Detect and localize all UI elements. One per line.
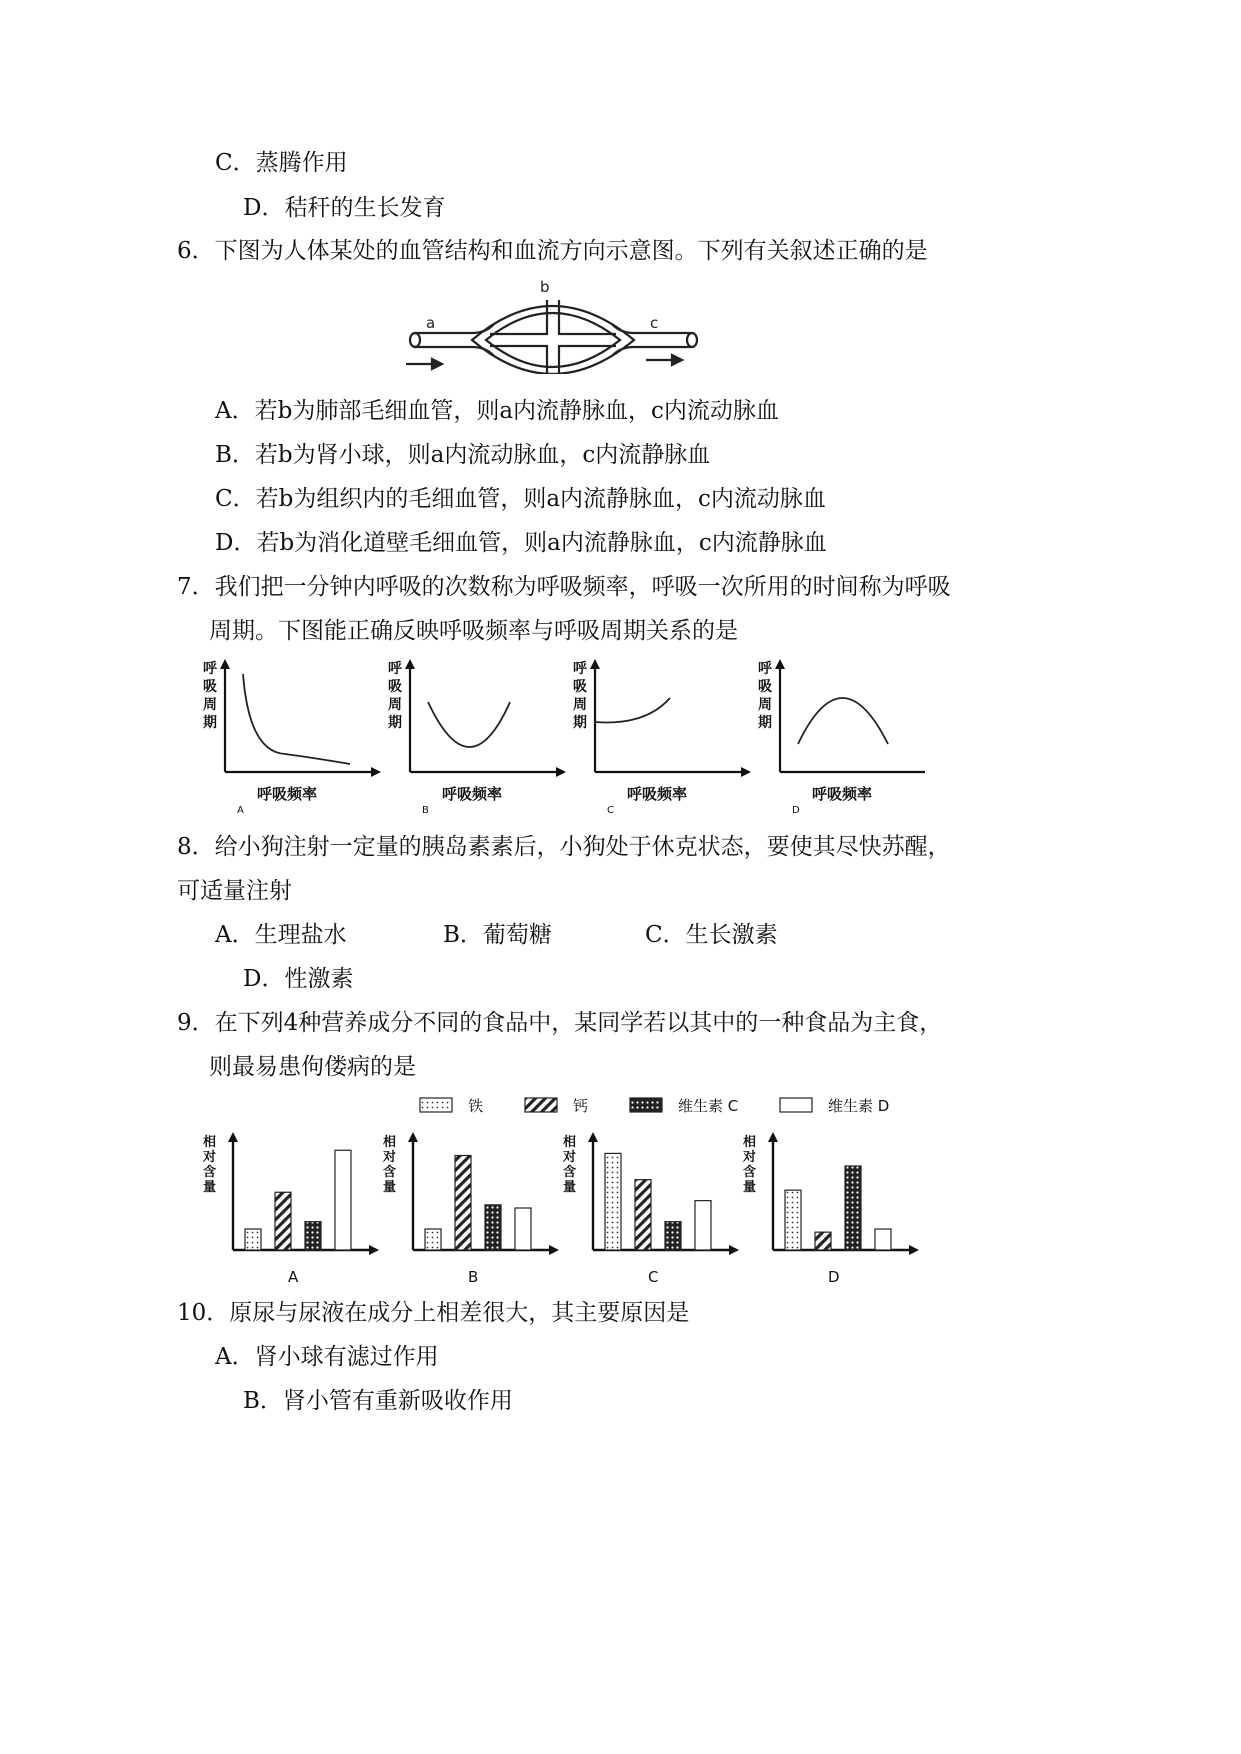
bar-x-arrow: [369, 1245, 379, 1255]
bar-A-vitd: [335, 1150, 351, 1250]
graph-y-label-char: 期: [388, 715, 402, 731]
legend-item-vitc: [630, 1097, 738, 1115]
legend-label-vitc: 维生素 C: [678, 1097, 739, 1115]
bar-C-calcium: [635, 1180, 651, 1250]
legend-swatch-iron: [420, 1098, 452, 1112]
bar-A-vitc: [305, 1222, 321, 1250]
graph-x-label: 呼吸频率: [257, 785, 318, 803]
bar-y-label-char: 含: [203, 1165, 217, 1180]
bar-y-label-char: 量: [203, 1180, 217, 1195]
bar-y-label-char: 对: [563, 1150, 577, 1165]
bar-x-arrow: [909, 1245, 919, 1255]
bar-y-label-char: 含: [383, 1165, 397, 1180]
bar-y-label-char: 含: [743, 1165, 757, 1180]
q10-option-b: B．肾小管有重新吸收作用: [243, 1388, 513, 1414]
bar-y-label-char: 相: [743, 1135, 757, 1150]
graph-y-label-char: 呼: [388, 661, 402, 677]
graph-x-label: 呼吸频率: [627, 785, 688, 803]
bar-x-arrow: [729, 1245, 739, 1255]
graph-y-arrow: [590, 659, 600, 669]
bar-chart-letter-A: A: [288, 1268, 299, 1286]
bar-B-vitc: [485, 1205, 501, 1250]
bar-y-label-char: 相: [563, 1135, 577, 1150]
q8-option-c: C．生长激素: [645, 922, 778, 948]
breathing-graph-B: [388, 659, 566, 815]
q5-option-c: C．蒸腾作用: [215, 150, 348, 176]
legend-swatch-calcium: [525, 1098, 557, 1112]
legend-item-calcium: [525, 1097, 588, 1115]
q6-stem: 6．下图为人体某处的血管结构和血流方向示意图。下列有关叙述正确的是: [177, 238, 928, 264]
graph-y-label-char: 呼: [573, 661, 587, 677]
graph-y-label-char: 期: [758, 715, 772, 731]
q6-option-a: A．若b为肺部毛细血管，则a内流静脉血，c内流动脉血: [215, 398, 779, 424]
graph-x-arrow: [556, 767, 566, 777]
legend-label-vitd: 维生素 D: [828, 1097, 890, 1115]
q8-option-d: D．性激素: [243, 966, 354, 992]
bar-B-iron: [425, 1229, 441, 1250]
graph-curve-B: [428, 702, 510, 747]
q10-stem: 10．原尿与尿液在成分上相差很大，其主要原因是: [177, 1300, 690, 1326]
q8-stem-line1: 8．给小狗注射一定量的胰岛素素后，小狗处于休克状态，要使其尽快苏醒，: [177, 834, 951, 860]
graph-letter-D: D: [792, 805, 800, 815]
q7-stem-line2: 周期。下图能正确反映呼吸频率与呼吸周期关系的是: [209, 618, 738, 644]
bar-D-iron: [785, 1190, 801, 1250]
graph-x-label: 呼吸频率: [442, 785, 503, 803]
legend-label-iron: 铁: [468, 1097, 484, 1115]
bar-chart-letter-D: D: [828, 1268, 840, 1286]
bar-B-calcium: [455, 1156, 471, 1251]
bar-y-label-char: 含: [563, 1165, 577, 1180]
vessel-label-c: c: [650, 314, 659, 332]
graph-y-arrow: [775, 659, 785, 669]
graph-x-label: 呼吸频率: [812, 785, 873, 803]
graph-curve-C: [595, 698, 670, 723]
graph-y-label-char: 期: [573, 715, 587, 731]
graph-y-label-char: 吸: [573, 679, 587, 695]
graph-letter-C: C: [607, 805, 614, 815]
graph-y-arrow: [405, 659, 415, 669]
graph-curve-A: [243, 674, 350, 764]
graph-y-label-char: 周: [203, 697, 217, 713]
graph-y-arrow: [220, 659, 230, 669]
bar-y-arrow: [228, 1132, 238, 1142]
bar-y-arrow: [768, 1132, 778, 1142]
bar-chart-D: [742, 1132, 919, 1286]
graph-y-label-char: 呼: [203, 661, 217, 677]
bar-y-arrow: [588, 1132, 598, 1142]
bar-y-label-char: 对: [383, 1150, 397, 1165]
q8-option-a: A．生理盐水: [215, 922, 347, 948]
bar-C-iron: [605, 1153, 621, 1250]
vessel-label-a: a: [426, 314, 436, 332]
graph-y-label-char: 周: [573, 697, 587, 713]
q7-stem-line1: 7．我们把一分钟内呼吸的次数称为呼吸频率，呼吸一次所用的时间称为呼吸: [177, 574, 951, 600]
q6-option-d: D．若b为消化道壁毛细血管，则a内流静脉血，c内流静脉血: [215, 530, 827, 556]
bar-y-label-char: 量: [383, 1180, 397, 1195]
bar-y-label-char: 对: [203, 1150, 217, 1165]
legend-swatch-vitc: [630, 1098, 662, 1112]
graph-y-label-char: 吸: [203, 679, 217, 695]
graph-y-label-char: 吸: [388, 679, 402, 695]
bar-y-label-char: 对: [743, 1150, 757, 1165]
bar-y-label-char: 量: [563, 1180, 577, 1195]
vessel-label-b: b: [540, 278, 550, 296]
q10-option-a: A．肾小球有滤过作用: [215, 1344, 439, 1370]
q8-stem-line2: 可适量注射: [177, 878, 292, 904]
bar-chart-A: [202, 1132, 379, 1286]
bar-B-vitd: [515, 1208, 531, 1250]
breathing-graph-A: [203, 659, 381, 815]
blood-vessel-diagram: [402, 276, 704, 374]
q9-stem-line1: 9．在下列4种营养成分不同的食品中，某同学若以其中的一种食品为主食，: [177, 1010, 943, 1036]
breathing-graph-D: [758, 659, 925, 815]
bar-y-arrow: [408, 1132, 418, 1142]
graph-y-label-char: 期: [203, 715, 217, 731]
legend-label-calcium: 钙: [573, 1097, 589, 1115]
bar-chart-letter-C: C: [648, 1268, 659, 1286]
bar-C-vitd: [695, 1201, 711, 1250]
breathing-graph-C: [573, 659, 751, 815]
graph-y-label-char: 周: [388, 697, 402, 713]
q6-option-c: C．若b为组织内的毛细血管，则a内流静脉血，c内流动脉血: [215, 486, 826, 512]
q9-stem-line2: 则最易患佝偻病的是: [209, 1054, 416, 1080]
legend-item-iron: [420, 1097, 483, 1115]
nutrient-bar-charts: [195, 1090, 925, 1290]
bar-y-label-char: 相: [203, 1135, 217, 1150]
bar-D-vitc: [845, 1166, 861, 1250]
q5-option-d: D．秸秆的生长发育: [243, 195, 446, 221]
bar-D-calcium: [815, 1232, 831, 1250]
graph-y-label-char: 周: [758, 697, 772, 713]
graph-letter-B: B: [422, 805, 429, 815]
bar-A-iron: [245, 1229, 261, 1250]
q6-option-b: B．若b为肾小球，则a内流动脉血，c内流静脉血: [215, 442, 711, 468]
graph-letter-A: A: [237, 805, 244, 815]
graph-y-label-char: 呼: [758, 661, 772, 677]
bar-chart-B: [382, 1132, 559, 1286]
breathing-graphs: [195, 655, 925, 815]
legend-swatch-vitd: [780, 1098, 812, 1112]
bar-D-vitd: [875, 1229, 891, 1250]
q8-option-b: B．葡萄糖: [443, 922, 552, 948]
legend-item-vitd: [780, 1097, 889, 1115]
bar-chart-C: [562, 1132, 739, 1286]
bar-C-vitc: [665, 1222, 681, 1250]
bar-A-calcium: [275, 1192, 291, 1250]
bar-x-arrow: [549, 1245, 559, 1255]
bar-y-label-char: 量: [743, 1180, 757, 1195]
graph-x-arrow: [741, 767, 751, 777]
graph-y-label-char: 吸: [758, 679, 772, 695]
graph-curve-D: [798, 698, 888, 744]
bar-chart-letter-B: B: [468, 1268, 479, 1286]
bar-y-label-char: 相: [383, 1135, 397, 1150]
graph-x-arrow: [371, 767, 381, 777]
